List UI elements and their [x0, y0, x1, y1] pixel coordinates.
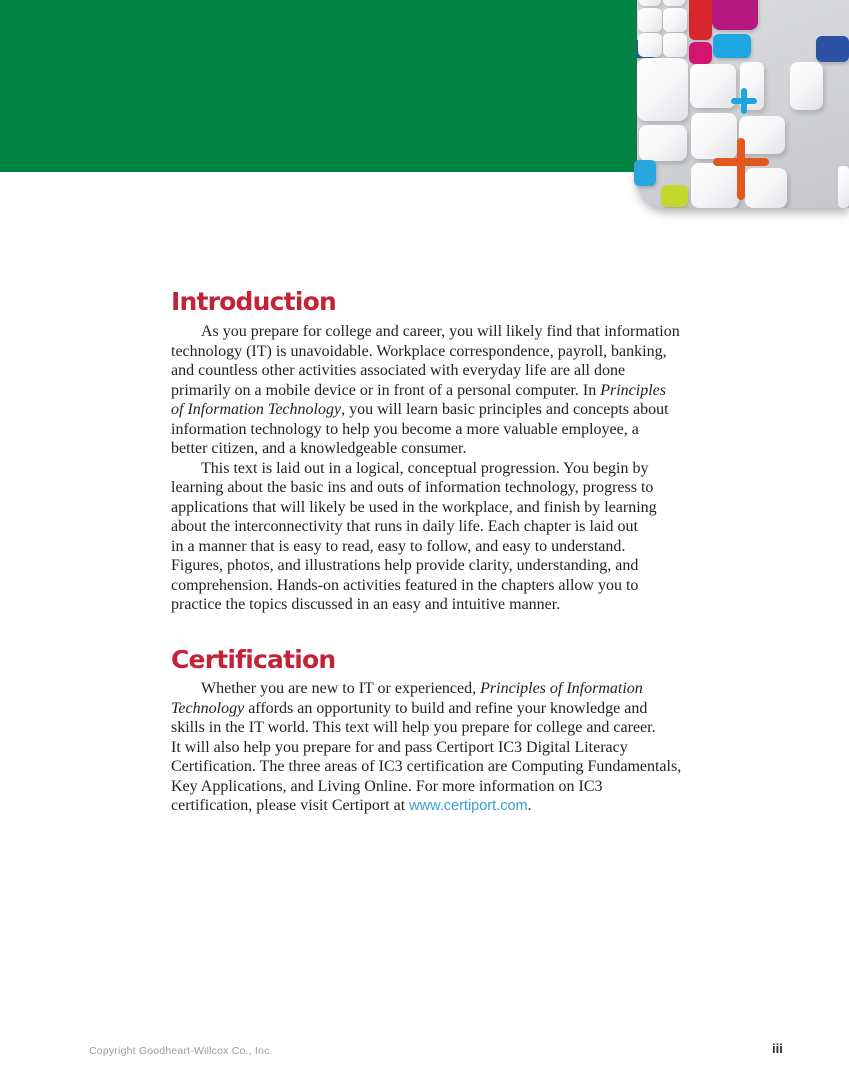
body-text: practice the topics discussed in an easy and intuitive manner. [171, 596, 561, 613]
text-line [171, 537, 736, 557]
mosaic-tile [737, 138, 745, 200]
certiport-link[interactable]: www.certiport.com [409, 798, 528, 814]
mosaic-tile [638, 8, 662, 32]
mosaic-tile [745, 168, 787, 208]
mosaic-tile [690, 64, 736, 108]
section-heading-introduction: Introduction [171, 287, 336, 316]
mosaic-tile [713, 34, 751, 58]
body-text: better citizen, and a knowledgeable consumer. [171, 440, 467, 457]
green-banner [0, 0, 637, 172]
text-line [171, 400, 736, 420]
introduction-body [171, 322, 736, 615]
text-line [171, 718, 736, 738]
certification-body [171, 679, 736, 816]
body-text: It will also help you prepare for and pass Certiport IC3 Digital Literacy [171, 738, 628, 756]
mosaic-tile [639, 0, 661, 6]
body-text: This text is laid out in a logical, conceptual progression. You begin by [201, 459, 649, 477]
body-text: information technology to help you become a more valuable employee, a [171, 420, 639, 438]
text-line [171, 679, 736, 699]
text-line [171, 459, 736, 479]
mosaic-tile [731, 98, 757, 104]
italic-text: Principles [600, 381, 666, 399]
mosaic-tile [661, 185, 688, 207]
text-line [171, 796, 736, 816]
mosaic-tile [689, 42, 712, 64]
mosaic-tile [663, 33, 687, 57]
body-text: and countless other activities associated with everyday life are all done [171, 362, 626, 379]
body-text: , you will learn basic principles and concepts about [341, 401, 669, 418]
text-line [171, 439, 736, 459]
text-line [171, 517, 736, 537]
mosaic-tile [637, 58, 688, 121]
text-line [171, 420, 736, 440]
text-line [171, 595, 736, 615]
mosaic-tile [639, 125, 687, 161]
body-text: . [527, 797, 532, 814]
body-text: Whether you are new to IT or experienced, [201, 680, 481, 697]
mosaic-tile [816, 36, 849, 62]
text-line [171, 738, 736, 758]
body-text: As you prepare for college and career, you will likely find that information [201, 323, 680, 340]
text-line [171, 498, 736, 518]
body-text: Key Applications, and Living Online. For more information on IC3 [171, 777, 603, 795]
body-text: affords an opportunity to build and refine your knowledge and [244, 699, 648, 717]
text-line [171, 478, 736, 498]
mosaic-tile [691, 163, 739, 208]
section-heading-certification: Certification [171, 645, 336, 674]
page-number: iii [772, 1041, 783, 1056]
text-line [171, 699, 736, 719]
text-line [171, 361, 736, 381]
mosaic-art [637, 0, 849, 208]
mosaic-tile [790, 62, 823, 110]
text-line [171, 381, 736, 401]
body-text: learning about the basic ins and outs of information technology, progress to [171, 479, 654, 496]
mosaic-tile [838, 166, 849, 208]
mosaic-tile [713, 158, 769, 166]
mosaic-tile [712, 0, 758, 30]
body-text: technology (IT) is unavoidable. Workplace correspondence, payroll, banking, [171, 342, 667, 360]
body-text: skills in the IT world. This text will help you prepare for college and career. [171, 719, 656, 736]
text-line [171, 576, 736, 596]
italic-text: Principles of Information [480, 680, 643, 697]
text-line [171, 777, 736, 797]
text-line [171, 322, 736, 342]
body-text: in a manner that is easy to read, easy to follow, and easy to understand. [171, 537, 626, 555]
text-line [171, 556, 736, 576]
body-text: about the interconnectivity that runs in daily life. Each chapter is laid out [171, 518, 638, 535]
mosaic-tile [689, 0, 712, 40]
mosaic-tile [739, 116, 785, 154]
body-text: Certification. The three areas of IC3 certification are Computing Fundamentals, [171, 758, 682, 775]
mosaic-tile [634, 160, 656, 186]
body-text: Figures, photos, and illustrations help provide clarity, understanding, and [171, 557, 639, 574]
mosaic-tile [638, 33, 662, 57]
italic-text: Technology [171, 699, 245, 717]
text-line [171, 757, 736, 777]
footer-copyright: Copyright Goodheart-Willcox Co., Inc. [89, 1045, 273, 1057]
body-text: certification, please visit Certiport at [171, 797, 410, 814]
mosaic-tile [691, 113, 737, 159]
body-text: comprehension. Hands-on activities featured in the chapters allow you to [171, 576, 639, 594]
mosaic-tile [663, 0, 685, 6]
mosaic-tile [663, 8, 687, 32]
body-text: primarily on a mobile device or in front of a personal computer. In [171, 381, 601, 399]
italic-text: of Information Technology [171, 401, 342, 418]
body-text: applications that will likely be used in the workplace, and finish by learning [171, 498, 657, 516]
text-line [171, 342, 736, 362]
